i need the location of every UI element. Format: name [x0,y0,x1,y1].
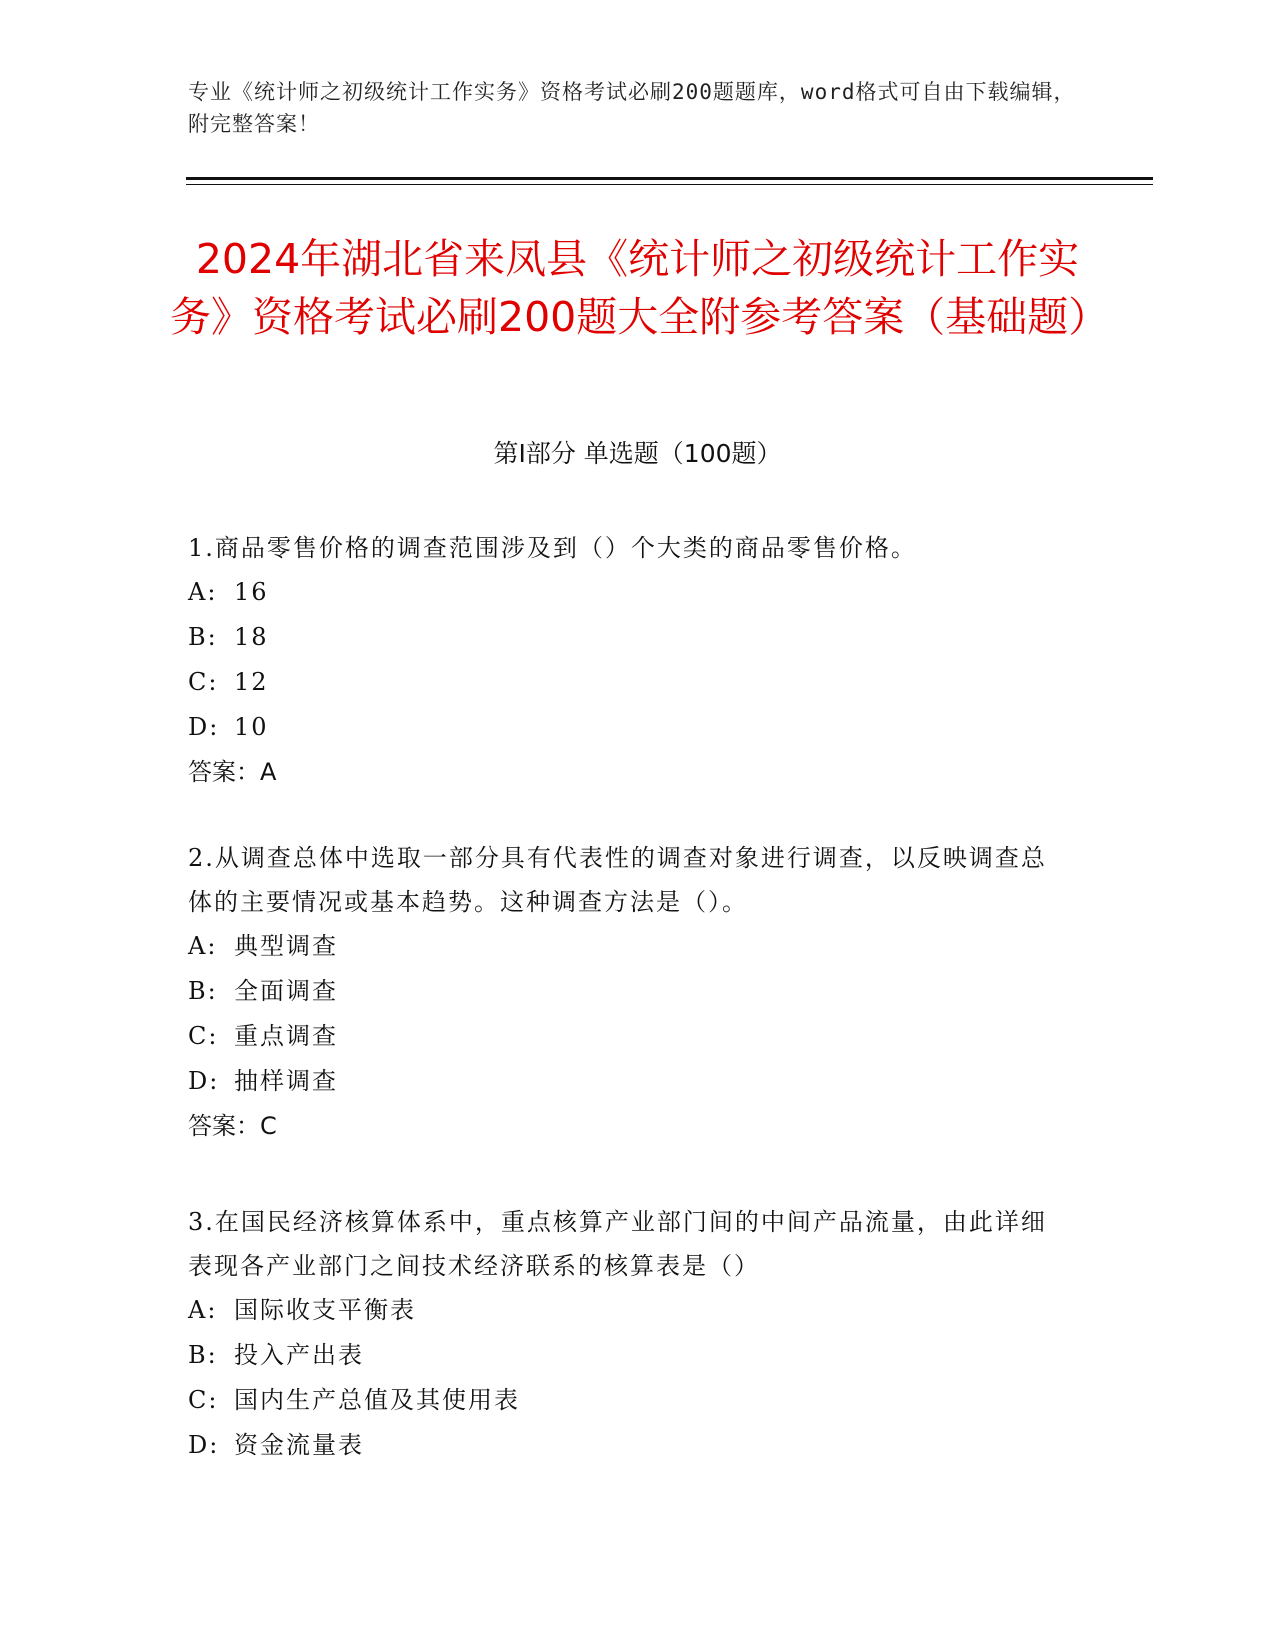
option-text: 抽样调查 [234,1067,338,1095]
option-text: 18 [234,623,269,651]
option-key: A: [188,578,218,606]
option-c [188,660,1068,705]
option-text: 重点调查 [234,1022,338,1050]
option-key: B: [188,977,218,1005]
answer-line: 答案：A [188,758,277,786]
answer-line: 答案：C [188,1112,277,1140]
question-stem: 1.商品零售价格的调查范围涉及到（）个大类的商品零售价格。 [188,534,917,562]
option-key: D: [188,713,220,741]
question-3 [188,1200,1068,1468]
option-c [188,1014,1068,1059]
option-key: C: [188,1022,219,1050]
question-1 [188,526,1068,795]
option-key: D: [188,1067,220,1095]
option-key: A: [188,1296,218,1324]
option-a [188,1288,1068,1333]
option-b [188,615,1068,660]
question-2 [188,836,1068,1149]
option-text: 全面调查 [234,977,338,1005]
option-c [188,1378,1068,1423]
option-key: C: [188,1386,219,1414]
option-text: 投入产出表 [234,1341,364,1369]
option-b [188,1333,1068,1378]
document-title: 2024年湖北省来凤县《统计师之初级统计工作实务》资格考试必刷200题大全附参考答案（基础题） [170,235,1110,341]
option-text: 10 [234,713,269,741]
header-divider-thin [186,184,1153,185]
option-key: B: [188,1341,218,1369]
option-d [188,1423,1068,1468]
section-heading: 第Ⅰ部分 单选题（100题） [493,439,782,468]
option-text: 资金流量表 [234,1431,364,1459]
option-text: 国际收支平衡表 [234,1296,416,1324]
option-text: 国内生产总值及其使用表 [234,1386,520,1414]
option-key: A: [188,932,218,960]
option-d [188,1059,1068,1104]
option-a [188,924,1068,969]
option-text: 12 [234,668,269,696]
question-stem: 3.在国民经济核算体系中，重点核算产业部门间的中间产品流量，由此详细表现各产业部门之间技术经济联系的核算表是（） [188,1208,1047,1280]
header-note: 专业《统计师之初级统计工作实务》资格考试必刷200题题库，word格式可自由下载编辑，附完整答案！ [188,80,1076,136]
option-key: B: [188,623,218,651]
option-text: 16 [234,578,269,606]
option-d [188,705,1068,750]
option-key: C: [188,668,219,696]
option-text: 典型调查 [234,932,338,960]
header-divider-thick [186,177,1153,180]
option-key: D: [188,1431,220,1459]
option-b [188,969,1068,1014]
question-stem: 2.从调查总体中选取一部分具有代表性的调查对象进行调查，以反映调查总体的主要情况或基本趋势。这种调查方法是（）。 [188,844,1047,916]
option-a [188,570,1068,615]
